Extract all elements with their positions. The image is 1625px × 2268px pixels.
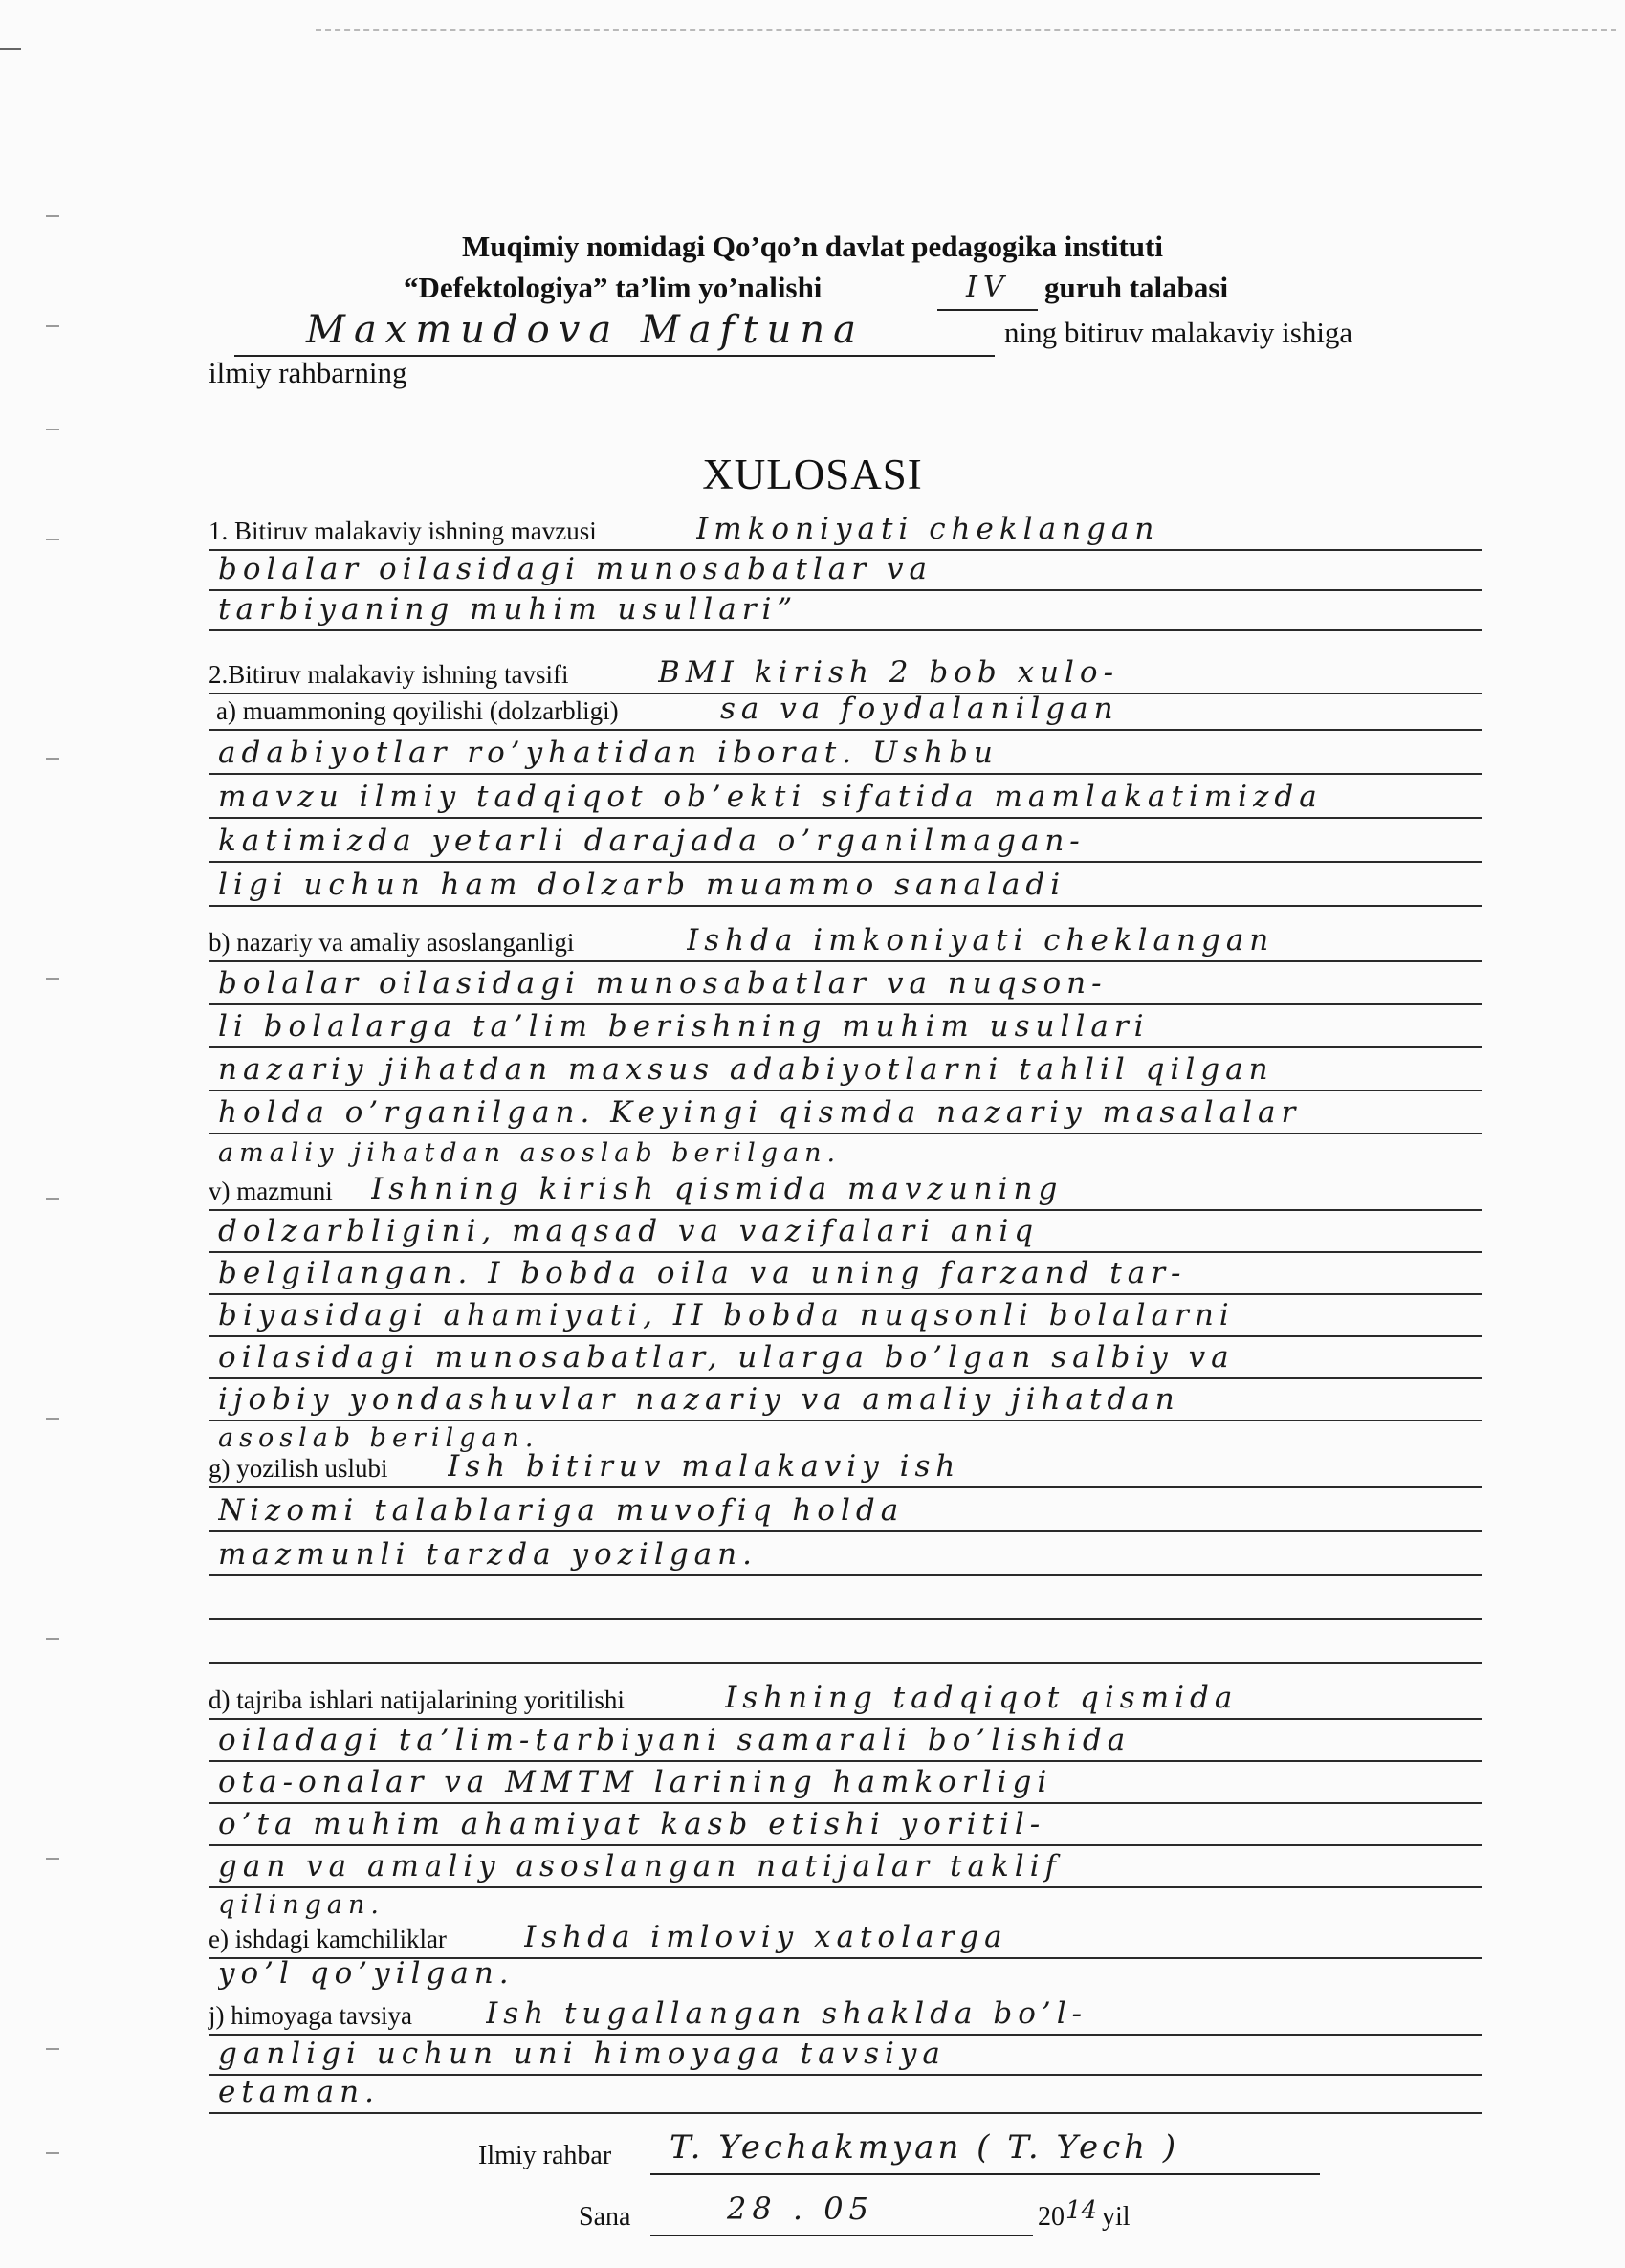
margin-tick [46,2152,59,2154]
asoslanganlik-text: Ishda imkoniyati cheklangan [687,923,1275,958]
blank-row [209,1620,1482,1664]
student-name: Maxmudova Maftuna [306,308,865,352]
student-suffix: ning bitiruv malakaviy ishiga [1004,316,1353,349]
tavsif-text: BMI kirish 2 bob xulo- [658,655,1120,690]
page-title: XULOSASI [702,451,923,498]
asoslanganlik-text: amaliy jihatdan asoslab berilgan. [218,1138,842,1168]
dolzarblik-text: sa va foydalanilgan [720,692,1119,726]
year-value: 14 [1065,2196,1098,2225]
tavsiya-text: Ish tugallangan shaklda bo’l- [486,1996,1088,2031]
scan-top-line [316,29,1616,31]
uslub-text: Ish bitiruv malakaviy ish [448,1449,961,1484]
rahbar-signature: T. Yechakmyan ( T. Yech ) [670,2128,1180,2167]
tajriba-row [209,1718,1482,1762]
group-value: IV [966,271,1010,304]
tavsiya-text: etaman. [218,2075,380,2109]
mavzu-row [209,587,1482,631]
mazmun-row [209,1167,1482,1211]
tajriba-row [209,1760,1482,1804]
margin-tick [46,1858,59,1860]
margin-tick [46,1638,59,1640]
mazmun-label: v) mazmuni [209,1177,333,1205]
dolzarblik-row [209,687,1482,731]
year-suffix: yil [1102,2202,1131,2232]
asoslanganlik-text: holda o’rganilgan. Keyingi qismda nazariy masalalar [218,1095,1302,1130]
mavzu-text: bolalar oilasidagi munosabatlar va [218,552,933,586]
mavzu-row [209,507,1482,551]
tajriba-text: gan va amaliy asoslangan natijalar taklif [218,1849,1063,1883]
mavzu-label: 1. Bitiruv malakaviy ishning mavzusi [209,517,597,545]
dolzarblik-label: a) muammoning qoyilishi (dolzarbligi) [216,696,619,725]
uslub-label: g) yozilish uslubi [209,1454,388,1483]
kamchilik-text: Ishda imloviy xatolarga [524,1920,1008,1954]
asoslanganlik-row [209,1047,1482,1091]
dolzarblik-row [209,863,1482,907]
dolzarblik-row [209,731,1482,775]
asoslanganlik-row [209,918,1482,962]
asoslanganlik-row [209,1004,1482,1048]
tajriba-text: ota-onalar va MMTM larining hamkorligi [218,1765,1053,1799]
sana-value: 28 . 05 [727,2191,874,2227]
dolzarblik-row [209,775,1482,819]
mazmun-row [209,1209,1482,1253]
mazmun-row [209,1335,1482,1379]
mazmun-text: dolzarbligini, maqsad va vazifalari aniq [218,1214,1040,1248]
tavsiya-row [209,2070,1482,2114]
margin-tick [46,1198,59,1200]
mavzu-row [209,547,1482,591]
dolzarblik-row [209,819,1482,863]
kamchilik-text: yo’l qo’yilgan. [218,1956,515,1991]
scan-edge-mark [0,48,21,50]
tavsiya-row [209,1992,1482,2036]
margin-tick [46,1418,59,1420]
margin-tick [46,215,59,217]
mavzu-text: tarbiyaning muhim usullari” [218,592,799,627]
tajriba-text: o’ta muhim ahamiyat kasb etishi yoritil- [218,1807,1046,1841]
mazmun-row [209,1293,1482,1337]
uslub-text: Nizomi talablariga muvofiq holda [218,1493,905,1528]
tajriba-row [209,1676,1482,1720]
mazmun-text: biyasidagi ahamiyati, II bobda nuqsonli bolalarni [218,1298,1235,1332]
mazmun-text: belgilangan. I bobda oila va uning farzand tar- [218,1256,1187,1290]
margin-tick [46,539,59,540]
margin-tick [46,978,59,980]
mazmun-row [209,1251,1482,1295]
tajriba-text: oiladagi ta’lim-tarbiyani samarali bo’lishida [218,1723,1131,1757]
uslub-row [209,1576,1482,1620]
dolzarblik-text: mavzu ilmiy tadqiqot ob’ekti sifatida mamlakatimizda [218,780,1323,814]
mazmun-text: oilasidagi munosabatlar, ularga bo’lgan salbiy va [218,1340,1235,1375]
asoslanganlik-text: bolalar oilasidagi munosabatlar va nuqson- [218,966,1108,1001]
tajriba-text: qilingan. [218,1890,384,1920]
tavsiya-label: j) himoyaga tavsiya [209,2001,412,2030]
dolzarblik-text: adabiyotlar ro’yhatidan iborat. Ushbu [218,736,999,770]
asoslanganlik-row [209,1129,1482,1171]
sana-label: Sana [579,2202,631,2232]
kamchilik-label: e) ishdagi kamchiliklar [209,1925,447,1953]
margin-tick [46,2048,59,2050]
mavzu-text: Imkoniyati cheklangan [696,512,1160,546]
margin-tick [46,325,59,327]
rahbar-label: Ilmiy rahbar [478,2141,612,2170]
year-prefix: 20 [1038,2202,1065,2232]
tajriba-text: Ishning tadqiqot qismida [725,1681,1239,1715]
dolzarblik-text: katimizda yetarli darajada o’rganilmagan- [218,824,1086,858]
uslub-row [209,1488,1482,1532]
asoslanganlik-text: li bolalarga ta’lim berishning muhim usullari [218,1009,1150,1044]
mazmun-text: Ishning kirish qismida mavzuning [371,1172,1064,1206]
asoslanganlik-text: nazariy jihatdan maxsus adabiyotlarni tahlil qilgan [218,1052,1274,1087]
tajriba-row [209,1802,1482,1846]
mazmun-text: asoslab berilgan. [218,1423,539,1453]
supervisor-line: ilmiy rahbarning [209,356,407,389]
tavsiya-text: ganligi uchun uni himoyaga tavsiya [218,2037,946,2071]
margin-tick [46,429,59,430]
tajriba-label: d) tajriba ishlari natijalarining yoritilishi [209,1685,625,1714]
margin-tick [46,758,59,760]
uslub-row [209,1532,1482,1576]
uslub-text: mazmunli tarzda yozilgan. [218,1537,758,1572]
tavsif-label: 2.Bitiruv malakaviy ishning tavsifi [209,660,569,689]
asoslanganlik-label: b) nazariy va amaliy asoslanganligi [209,928,575,957]
group-suffix: guruh talabasi [1044,271,1229,304]
dolzarblik-text: ligi uchun ham dolzarb muammo sanaladi [218,868,1066,902]
institute-name: Muqimiy nomidagi Qo’qo’n davlat pedagogika instituti [462,230,1163,263]
asoslanganlik-row [209,961,1482,1005]
mazmun-text: ijobiy yondashuvlar nazariy va amaliy jihatdan [218,1382,1180,1417]
uslub-row [209,1444,1482,1488]
program-name: “Defektologiya” ta’lim yo’nalishi [404,271,823,304]
kamchilik-row [209,1951,1482,1993]
